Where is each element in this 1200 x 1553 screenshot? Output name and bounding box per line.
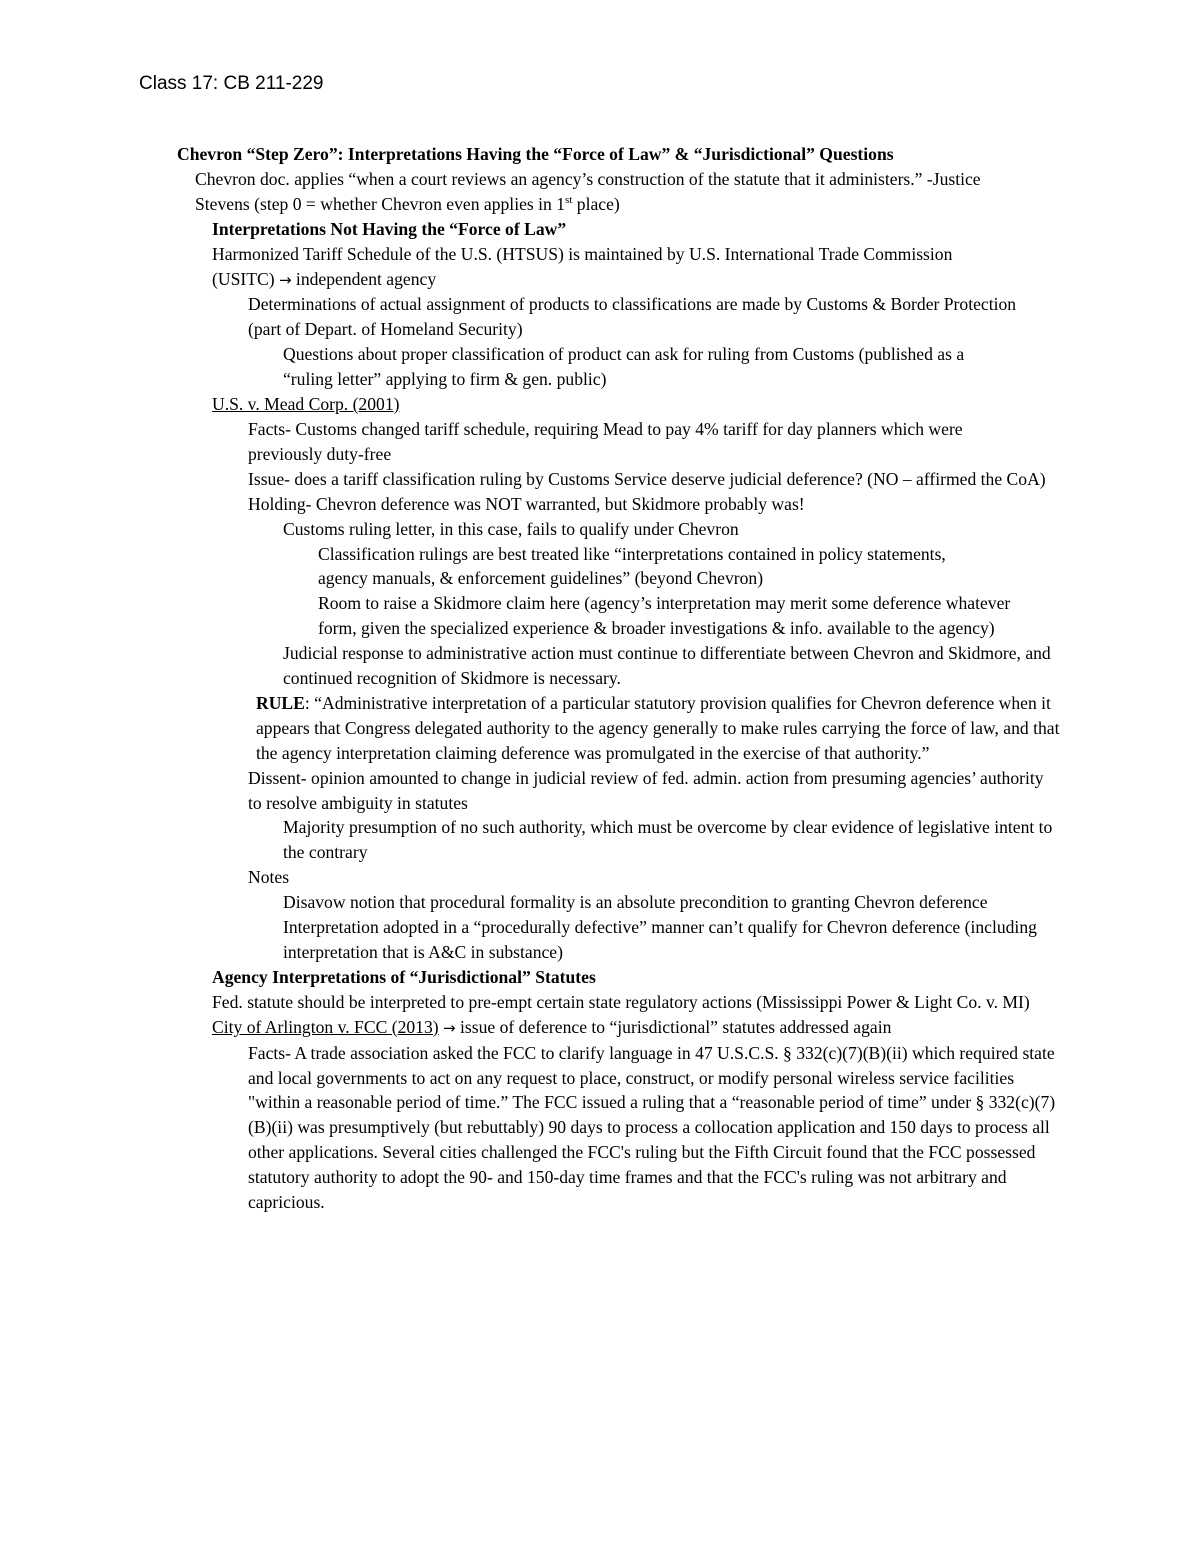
list-item	[0, 392, 1012, 417]
questions-text: Questions about proper classification of product can ask for ruling from Customs (published as a “ruling letter” applying to firm & gen. public)	[283, 344, 965, 390]
mead-notes: Notes	[248, 867, 290, 888]
list-item	[0, 815, 1063, 865]
rule-text: RULE: “Administrative interpretation of a particular statutory provision qualifies for Chevron deference when it appears that Congress delegated authority to the agency generally to make rules carrying the force of law, and that the agency interpretation claiming deference was promulgated in the exercise of that authority.”	[256, 692, 1060, 763]
list-item	[0, 641, 1073, 691]
section-heading: Chevron “Step Zero”: Interpretations Having the “Force of Law” & “Jurisdictional” Questions	[177, 144, 894, 164]
section-6-heading	[0, 142, 1067, 167]
mead-majority: Majority presumption of no such authority, which must be overcome by clear evidence of legislative intent to the contrary	[283, 817, 1053, 863]
list-item	[0, 292, 1038, 342]
document-title: Class 17: CB 211-229	[139, 73, 324, 94]
list-item	[0, 167, 995, 217]
mead-classification: Classification rulings are best treated like “interpretations contained in policy statements, agency manuals, & enforcement guidelines” (beyond Chevron)	[318, 543, 946, 589]
mead-interpretation: Interpretation adopted in a “procedurally defective” manner can’t qualify for Chevron deference (including interpretation that is A&C in substance)	[283, 917, 1037, 962]
rule-item	[0, 691, 1066, 766]
mead-facts: Facts- Customs changed tariff schedule, requiring Mead to pay 4% tariff for day planners which were previously duty-free	[248, 418, 963, 464]
mead-judicial: Judicial response to administrative action must continue to differentiate between Chevron and Skidmore, and continued recognition of Skidmore is necessary.	[283, 643, 1051, 689]
mead-letter-fail: Customs ruling letter, in this case, fails to qualify under Chevron	[283, 518, 739, 539]
list-item	[0, 542, 998, 592]
list-item	[0, 865, 1048, 890]
list-item	[0, 1041, 1058, 1215]
list-item	[0, 766, 1058, 816]
subsection-a-heading	[0, 217, 1072, 242]
list-item	[0, 417, 1038, 467]
htsus-text: Harmonized Tariff Schedule of the U.S. (HTSUS) is maintained by U.S. International Trade Commission (USITC) → independent agency	[212, 243, 953, 289]
list-item	[0, 517, 1053, 542]
list-item	[0, 492, 1058, 517]
subsection-heading: Interpretations Not Having the “Force of Law”	[212, 218, 567, 239]
list-item	[0, 591, 1048, 641]
arrow-right-icon: →	[443, 1018, 456, 1037]
determinations-text: Determinations of actual assignment of products to classifications are made by Customs & Border Protection (part of Depart. of Homeland Security)	[248, 294, 1017, 340]
mead-disavow: Disavow notion that procedural formality is an absolute precondition to granting Chevron deference	[283, 892, 988, 913]
mead-dissent: Dissent- opinion amounted to change in judicial review of fed. admin. action from presuming agencies’ authority to resolve ambiguity in statutes	[248, 767, 1044, 813]
arrow-right-icon: →	[278, 270, 292, 289]
list-item	[0, 242, 1012, 293]
intro-text: Chevron doc. applies “when a court reviews an agency’s construction of the statute that it administers.” -Justice Stevens (step 0 = whether Chevron even applies in 1st place)	[195, 168, 981, 214]
list-item	[0, 990, 1052, 1015]
mead-case-link[interactable]: U.S. v. Mead Corp. (2001)	[212, 394, 400, 415]
mead-room: Room to raise a Skidmore claim here (agency’s interpretation may merit some deference whatever form, given the specialized experience & broader investigations & info. available to the agency)	[318, 593, 1011, 639]
fed-statute-text: Fed. statute should be interpreted to pre-empt certain state regulatory actions (Mississippi Power & Light Co. v. MI)	[212, 991, 1030, 1012]
list-item	[0, 467, 1048, 492]
list-item	[0, 890, 1063, 915]
subsection-b-heading	[0, 965, 1072, 990]
subsection-heading: Agency Interpretations of “Jurisdictional” Statutes	[212, 966, 596, 987]
arlington-text: City of Arlington v. FCC (2013) → issue of deference to “jurisdictional” statutes addressed again	[212, 1016, 892, 1037]
mead-holding: Holding- Chevron deference was NOT warranted, but Skidmore probably was!	[248, 493, 805, 514]
arlington-facts: Facts- A trade association asked the FCC to clarify language in 47 U.S.C.S. § 332(c)(7)(B)(ii) which required state and local governments to act on any request to place, construct, or modify personal wireless service facilities "within a reasonable period of time.” The FCC issued a ruling that a “reasonable period of time” under § 332(c)(7)(B)(ii) was presumptively (but rebuttably) 90 days to process a collocation application and 150 days to process all other applications. Several cities challenged the FCC's ruling but the Fifth Circuit found that the FCC possessed statutory authority to adopt the 90- and 150-day time frames and that the FCC's ruling was not arbitrary and capricious.	[248, 1042, 1056, 1213]
arlington-case-link[interactable]: City of Arlington v. FCC (2013)	[212, 1016, 439, 1037]
list-item	[0, 915, 1043, 965]
mead-issue: Issue- does a tariff classification ruling by Customs Service deserve judicial deference? (NO – affirmed the CoA)	[248, 468, 1046, 489]
list-item	[0, 1015, 1072, 1041]
list-item	[0, 342, 1003, 392]
outline-body	[0, 142, 1200, 1215]
